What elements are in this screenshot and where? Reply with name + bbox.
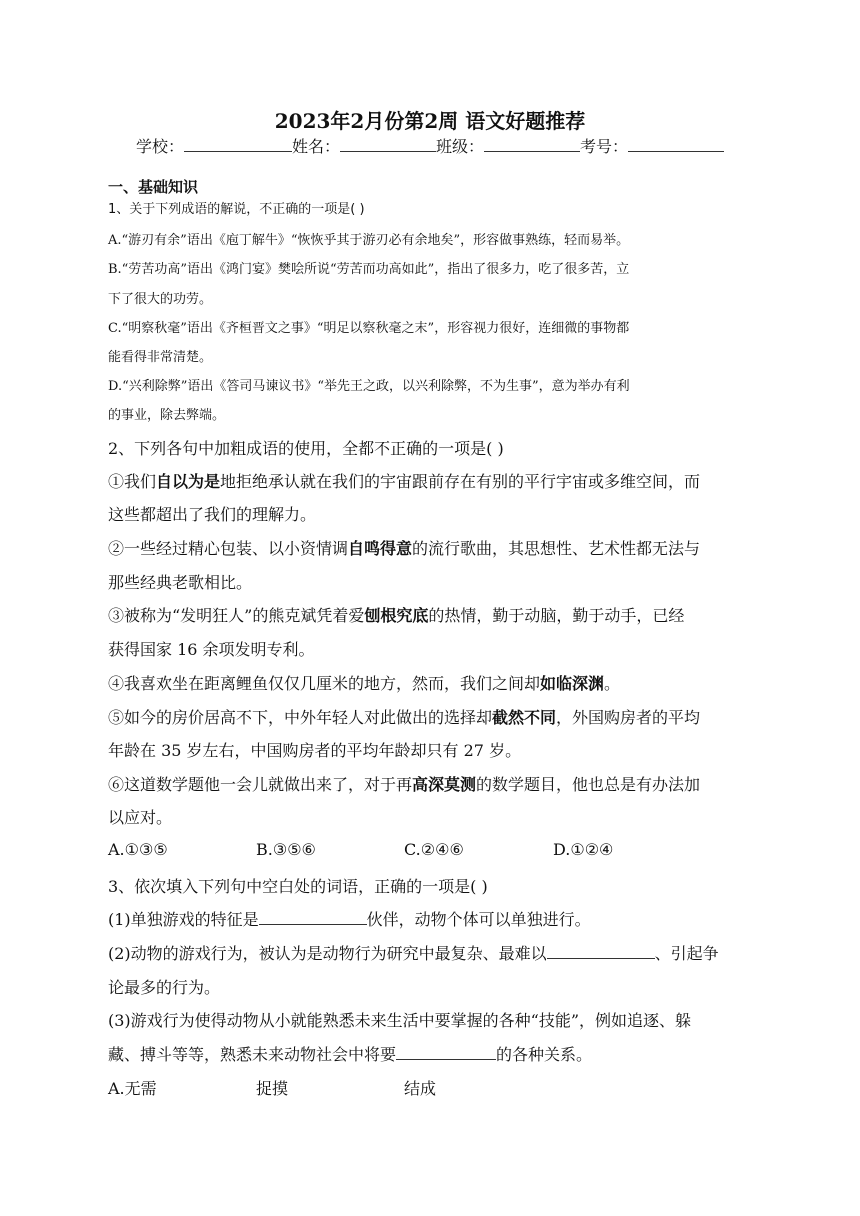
q2-s3-text-pre: ③被称为“发明狂人”的熊克斌凭着爱 — [108, 606, 365, 625]
q3-option-a-word1: A.无需 — [108, 1079, 157, 1098]
q2-stem: 2、下列各句中加粗成语的使用，全都不正确的一项是( ) — [108, 439, 504, 458]
q3-sentence-2 — [108, 941, 719, 964]
name-label: 姓名： — [292, 137, 341, 156]
q3-s2-blank — [547, 943, 655, 959]
q1-option-d-line1: D.“兴利除弊”语出《答司马谏议书》“举先王之政，以兴利除弊，不为生事”，意为举办有利 — [108, 379, 630, 394]
q3-s1-blank — [259, 909, 367, 925]
name-blank — [340, 137, 436, 152]
q3-stem: 3、依次填入下列句中空白处的词语，正确的一项是( ) — [108, 877, 488, 896]
class-blank — [484, 137, 580, 152]
q2-s1-text-pre: ①我们 — [108, 472, 157, 491]
q2-option-c: C.②④⑥ — [404, 840, 464, 859]
q3-option-a-word2: 捉摸 — [256, 1079, 289, 1098]
q3-s2-text-pre: (2)动物的游戏行为，被认为是动物行为研究中最复杂、最难以 — [108, 944, 547, 963]
q1-option-b-line1: B.“劳苦功高”语出《鸿门宴》樊哙所说“劳苦而功高如此”，指出了很多力，吃了很多苦，立 — [108, 262, 630, 277]
q2-s4-text-pre: ④我喜欢坐在距离鲤鱼仅仅几厘米的地方，然而，我们之间却 — [108, 674, 541, 693]
q1-stem: 1、关于下列成语的解说，不正确的一项是( ) — [108, 202, 365, 217]
q2-sentence-2-cont: 那些经典老歌相比。 — [108, 573, 253, 592]
q3-s3-blank — [396, 1044, 496, 1060]
q2-option-d: D.①②④ — [553, 840, 614, 859]
q2-s4-idiom: 如临深渊 — [540, 674, 605, 693]
school-label: 学校： — [136, 137, 185, 156]
q3-sentence-3-cont — [108, 1042, 592, 1065]
q2-sentence-5 — [108, 705, 700, 728]
q1-option-c-line1: C.“明察秋毫”语出《齐桓晋文之事》“明足以察秋毫之末”，形容视力很好，连细微的事物都 — [108, 321, 630, 336]
q2-sentence-4 — [108, 671, 620, 694]
q2-s5-text-pre: ⑤如今的房价居高不下，中外年轻人对此做出的选择却 — [108, 708, 493, 727]
q2-s6-text-pre: ⑥这道数学题他一会儿就做出来了，对于再 — [108, 775, 413, 794]
q2-s2-text-pre: ②一些经过精心包装、以小资情调 — [108, 539, 349, 558]
q2-s4-text-post: 。 — [604, 674, 621, 693]
section-heading: 一、基础知识 — [108, 178, 199, 196]
q2-s5-idiom: 截然不同 — [492, 708, 557, 727]
q3-s3-text-pre: 藏、搏斗等等，熟悉未来动物社会中将要 — [108, 1045, 397, 1064]
q2-sentence-3-cont: 获得国家 16 余项发明专利。 — [108, 640, 315, 659]
q2-s1-idiom: 自以为是 — [156, 472, 221, 491]
q2-sentence-1 — [108, 469, 700, 492]
q2-s1-text-post: 地拒绝承认就在我们的宇宙跟前存在有别的平行宇宙或多维空间，而 — [220, 472, 701, 491]
q2-option-a: A.①③⑤ — [108, 840, 168, 859]
q2-s6-idiom: 高深莫测 — [412, 775, 477, 794]
q3-sentence-2-cont: 论最多的行为。 — [108, 978, 221, 997]
q2-sentence-6 — [108, 772, 700, 795]
q3-sentence-3: (3)游戏行为使得动物从小就能熟悉未来生活中要掌握的各种“技能”，例如追逐、躲 — [108, 1011, 692, 1030]
q2-s3-idiom: 刨根究底 — [364, 606, 429, 625]
q2-s3-text-post: 的热情，勤于动脑，勤于动手，已经 — [428, 606, 685, 625]
q2-sentence-1-cont: 这些都超出了我们的理解力。 — [108, 505, 317, 524]
q2-s5-text-post: ，外国购房者的平均 — [556, 708, 701, 727]
q2-sentence-2 — [108, 536, 700, 559]
q1-option-d-line2: 的事业，除去弊端。 — [108, 408, 226, 423]
school-blank — [184, 137, 292, 152]
q1-option-a: A.“游刃有余”语出《庖丁解牛》“恢恢乎其于游刃必有余地矣”，形容做事熟练，轻而易举。 — [108, 233, 630, 248]
q2-s2-text-post: 的流行歌曲，其思想性、艺术性都无法与 — [412, 539, 701, 558]
q2-option-b: B.③⑤⑥ — [256, 840, 316, 859]
q3-s2-text-post: 、引起争 — [654, 944, 719, 963]
q1-option-c-line2: 能看得非常清楚。 — [108, 350, 213, 365]
q3-s1-text-pre: (1)单独游戏的特征是 — [108, 910, 259, 929]
q2-sentence-3 — [108, 603, 684, 626]
q3-s3-text-post: 的各种关系。 — [496, 1045, 593, 1064]
page-title: 2023年2月份第2周 语文好题推荐 — [274, 109, 586, 133]
q3-sentence-1 — [108, 907, 591, 930]
q1-option-b-line2: 下了很大的功劳。 — [108, 292, 213, 307]
q2-sentence-5-cont: 年龄在 35 岁左右，中国购房者的平均年龄却只有 27 岁。 — [108, 741, 522, 760]
class-label: 班级： — [436, 137, 485, 156]
exam-no-label: 考号： — [580, 137, 629, 156]
q2-sentence-6-cont: 以应对。 — [108, 808, 173, 827]
q2-s6-text-post: 的数学题目，他也总是有办法加 — [476, 775, 701, 794]
q3-s1-text-post: 伙伴，动物个体可以单独进行。 — [366, 910, 591, 929]
q3-option-a-word3: 结成 — [404, 1079, 437, 1098]
exam-no-blank — [628, 137, 724, 152]
q2-s2-idiom: 自鸣得意 — [348, 539, 413, 558]
student-info-line — [136, 134, 724, 157]
